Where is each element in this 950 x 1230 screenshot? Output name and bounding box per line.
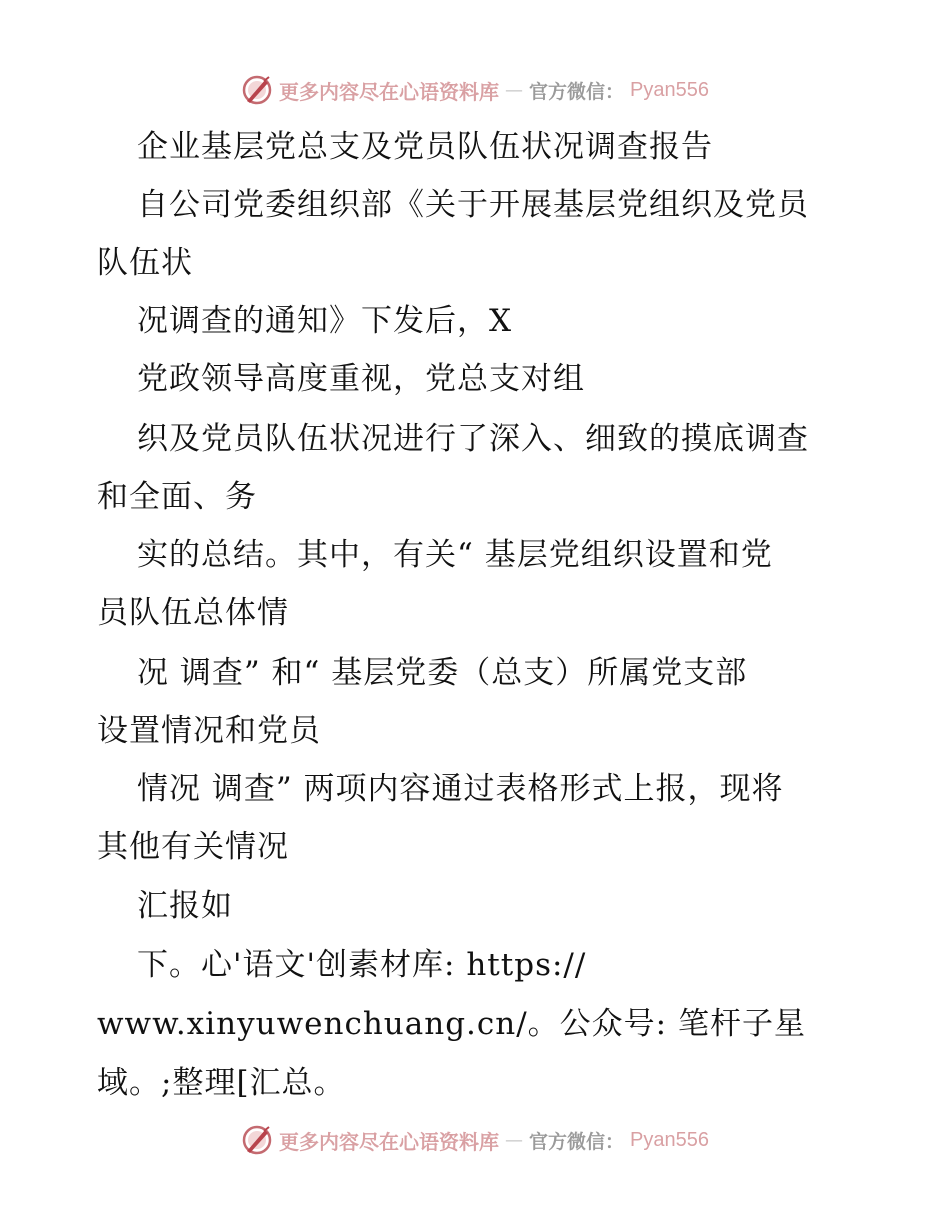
- text-line: 和全面、务: [97, 479, 257, 515]
- document-title: 企业基层党总支及党员队伍状况调查报告: [137, 129, 713, 165]
- quill-seal-icon: [241, 74, 273, 106]
- text-line: 况调查的通知》下发后，X: [137, 303, 513, 339]
- text-line: 其他有关情况: [97, 829, 289, 865]
- header-watermark: [0, 70, 950, 110]
- text-line: 党政领导高度重视，党总支对组: [137, 361, 585, 397]
- text-line: 汇报如: [137, 888, 233, 924]
- watermark-wechat-label: 官方微信：: [529, 1130, 625, 1153]
- text-line: 下。心'语文'创素材库: https://: [137, 947, 587, 983]
- quill-seal-icon: [241, 1124, 273, 1156]
- watermark-separator: —: [505, 79, 523, 101]
- watermark-wechat-id: Pyan556: [630, 1128, 709, 1151]
- text-line: 域。;整理[汇总。: [97, 1065, 346, 1101]
- text-line: 实的总结。其中，有关“ 基层党组织设置和党: [137, 537, 773, 573]
- footer-watermark: [0, 1120, 950, 1160]
- text-line: 队伍状: [97, 245, 193, 281]
- watermark-text: 更多内容尽在心语资料库: [279, 79, 499, 104]
- text-line: 自公司党委组织部《关于开展基层党组织及党员: [137, 187, 809, 223]
- text-line: 员队伍总体情: [97, 595, 289, 631]
- watermark-separator: —: [505, 1129, 523, 1151]
- text-line: 况 调查” 和“ 基层党委（总支）所属党支部: [137, 655, 748, 691]
- text-line: 情况 调查” 两项内容通过表格形式上报，现将: [137, 771, 784, 807]
- watermark-wechat-id: Pyan556: [630, 78, 709, 101]
- watermark-text: 更多内容尽在心语资料库: [279, 1129, 499, 1154]
- text-line: 设置情况和党员: [97, 713, 321, 749]
- text-line: www.xinyuwenchuang.cn/。公众号: 笔杆子星: [97, 1006, 806, 1042]
- watermark-wechat-label: 官方微信：: [529, 80, 625, 103]
- text-line: 织及党员队伍状况进行了深入、细致的摸底调查: [137, 421, 809, 457]
